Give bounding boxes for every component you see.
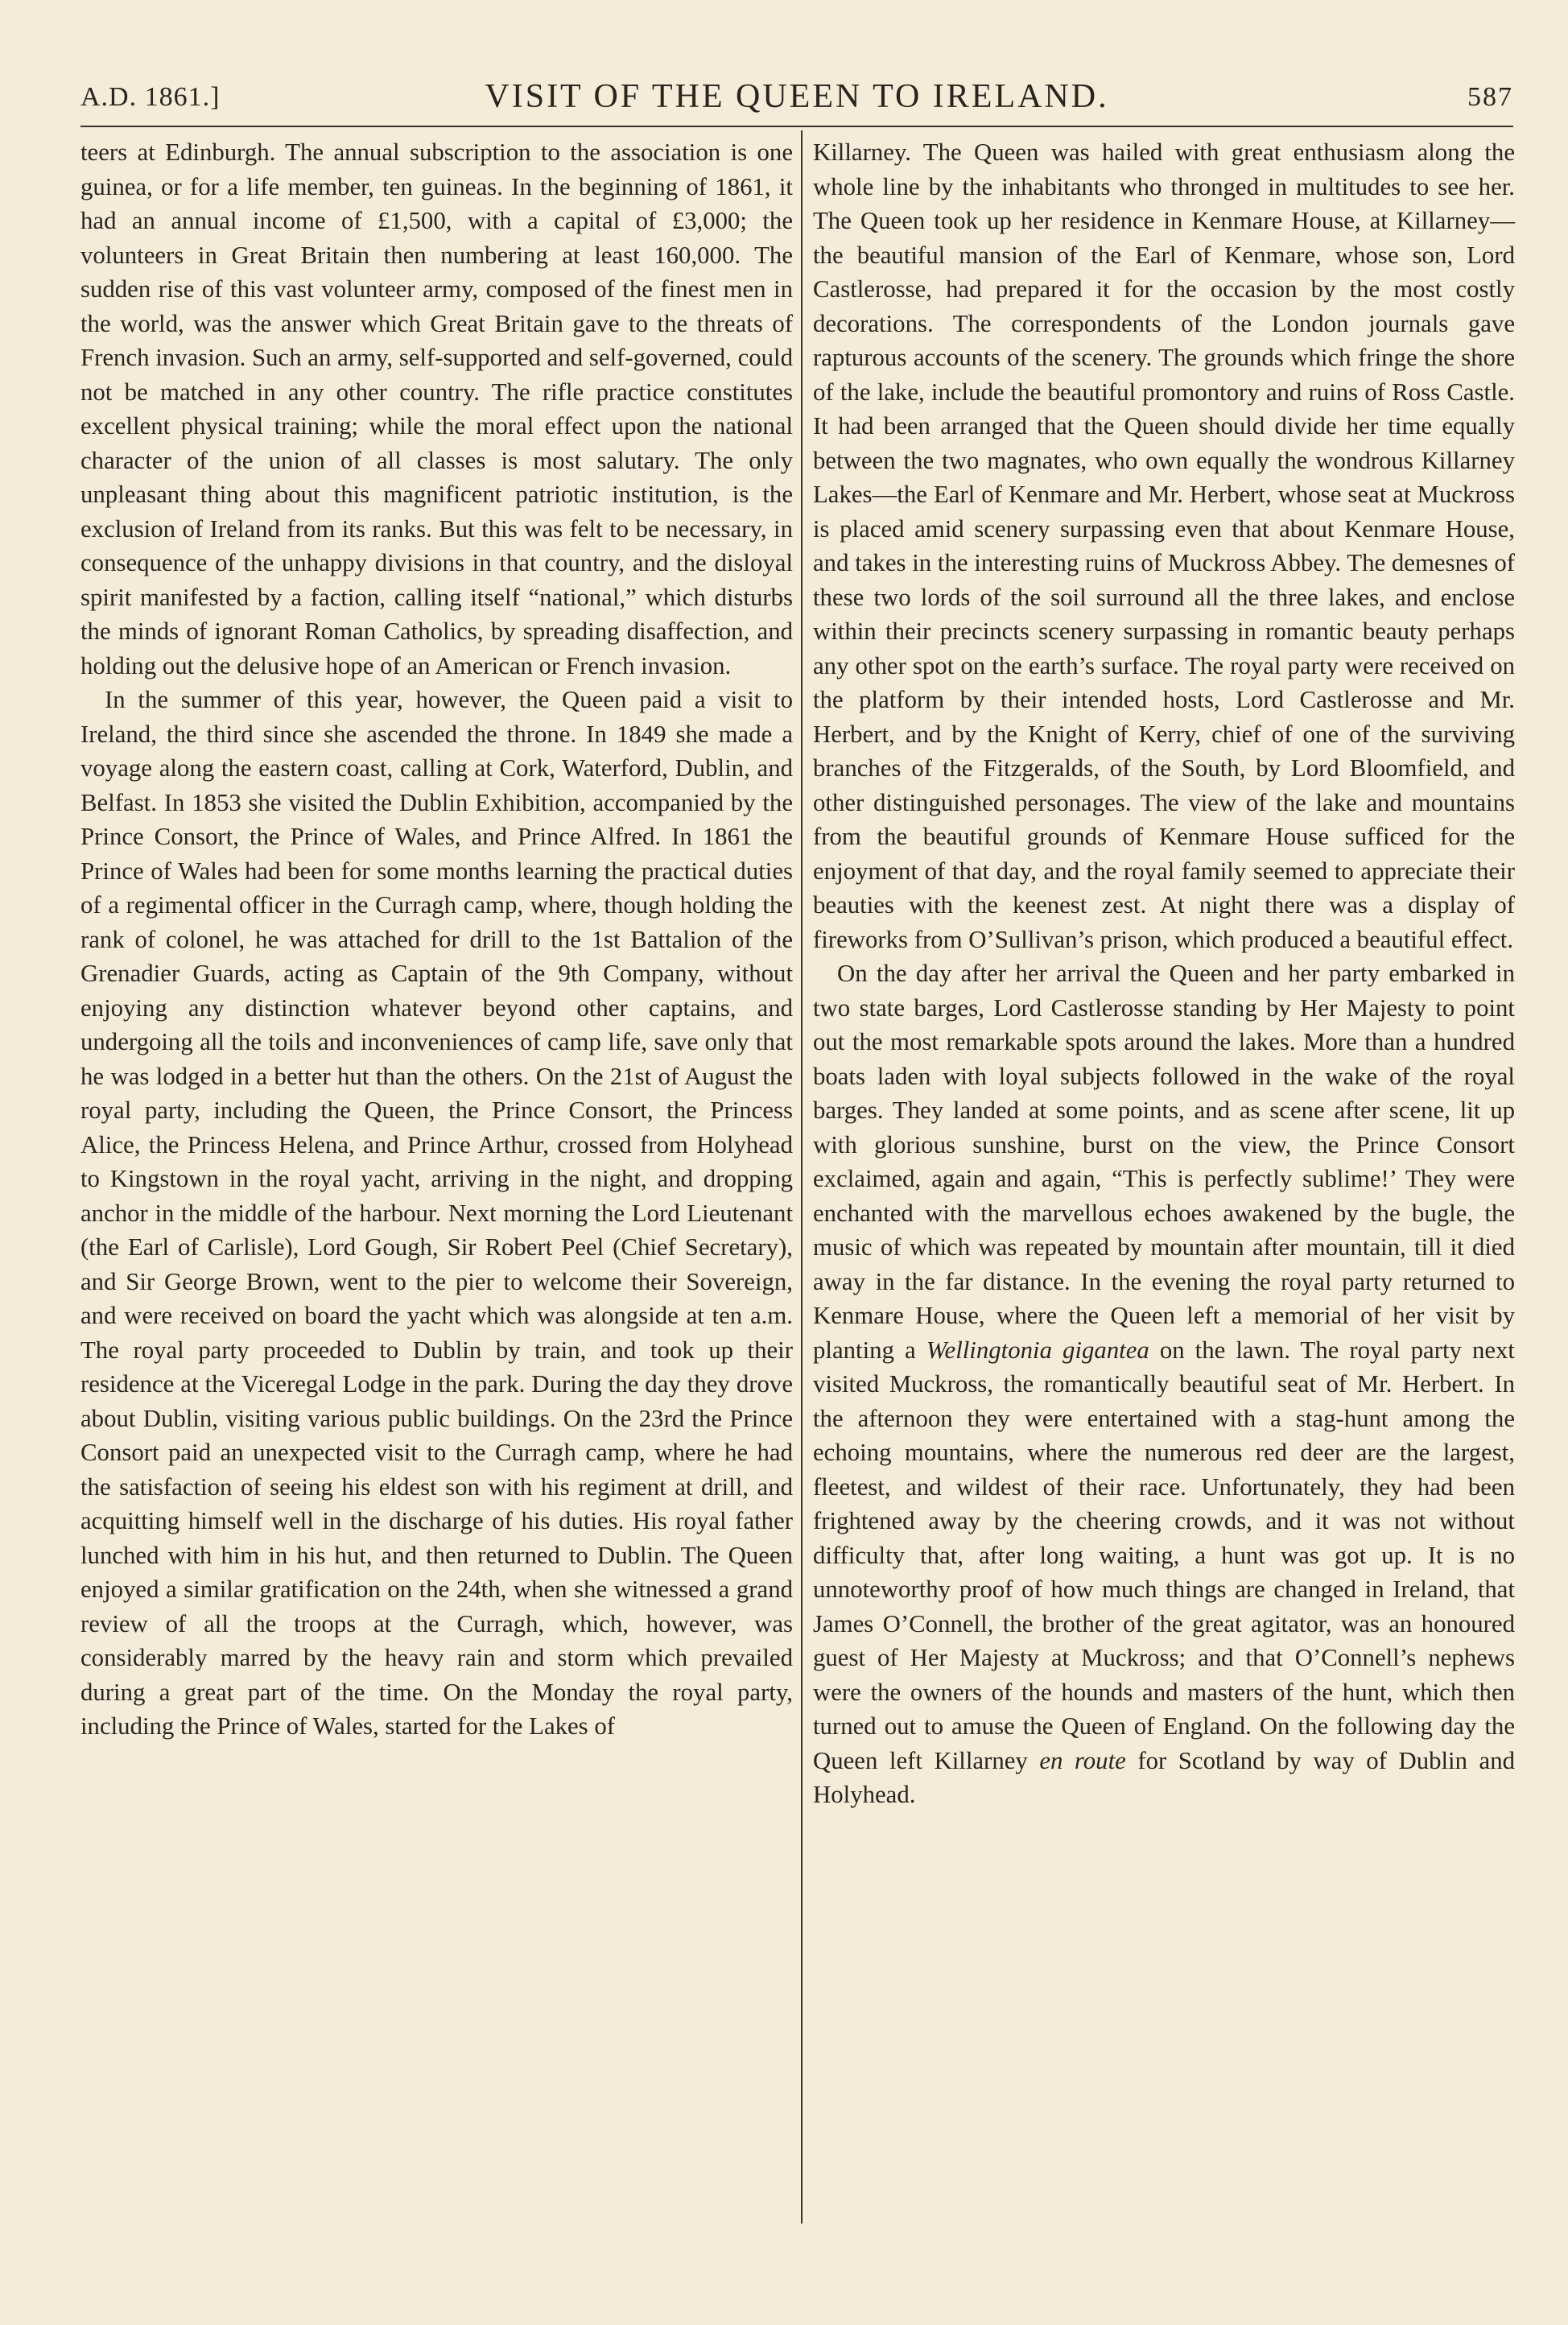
header-title: VISIT OF THE QUEEN TO IRELAND.: [485, 78, 1109, 115]
header-date: A.D. 1861.]: [80, 82, 221, 112]
left-paragraph-1: teers at Edinburgh. The annual subscription to the association is one guinea, or for a life member, ten guineas. In the beginning of 1861, it had an annual income of £1,500, with a capital of £3,000; the volunteers in Great Britain then numbering at least 160,000. The sudden rise of this vast volunteer army, composed of the finest men in the world, was the answer which Great Britain gave to the threats of French invasion. Such an army, self-supported and self-governed, could not be matched in any other country. The rifle practice constitutes excellent physical training; while the moral effect upon the national character of the union of all classes is most salutary. The only unpleasant thing about this magnificent patriotic institution, is the exclusion of Ireland from its ranks. But this was felt to be necessary, in consequence of the unhappy divisions in that country, and the disloyal spirit manifested by a faction, calling itself “national,” which disturbs the minds of ignorant Roman Catholics, by spreading disaffection, and holding out the delusive hope of an American or French invasion.: [80, 138, 793, 679]
page-number: 587: [1467, 82, 1513, 112]
right-column: [813, 135, 1515, 1812]
header-rule: [80, 126, 1513, 127]
column-divider: [801, 130, 803, 2224]
left-column: [80, 135, 793, 1744]
italic-wellingtonia: Wellingtonia gigantea: [926, 1336, 1149, 1364]
right-paragraph-2-part-a: On the day after her arrival the Queen and her party embarked in two state barges, Lord Castlerosse standing by Her Majesty to point out the most remarkable spots around the lakes. More than a hundred boats laden with loyal subjects followed in the wake of the royal barges. They landed at some points, and as scene after scene, lit up with glorious sunshine, burst on the view, the Prince Consort exclaimed, again and again, “This is perfectly sublime!’ They were enchanted with the marvellous echoes awakened by the bugle, the music of which was repeated by mountain after mountain, till it died away in the far distance. In the evening the royal party returned to Kenmare House, where the Queen left a memorial of her visit by planting a: [813, 960, 1515, 1364]
italic-en-route: en route: [1039, 1746, 1126, 1774]
right-paragraph-1: Killarney. The Queen was hailed with great enthusiasm along the whole line by the inhabitants who thronged in multitudes to see her. The Queen took up her residence in Kenmare House, at Killarney—the beautiful mansion of the Earl of Kenmare, whose son, Lord Castlerosse, had prepared it for the occasion by the most costly decorations. The correspondents of the London journals gave rapturous accounts of the scenery. The grounds which fringe the shore of the lake, include the beautiful promontory and ruins of Ross Castle. It had been arranged that the Queen should divide her time equally between the two magnates, who own equally the wondrous Killarney Lakes—the Earl of Kenmare and Mr. Herbert, whose seat at Muckross is placed amid scenery surpassing even that about Kenmare House, and takes in the interesting ruins of Muckross Abbey. The demesnes of these two lords of the soil surround all the three lakes, and enclose within their precincts scenery surpassing in romantic beauty perhaps any other spot on the earth’s surface. The royal party were received on the platform by their intended hosts, Lord Castlerosse and Mr. Herbert, and by the Knight of Kerry, chief of one of the surviving branches of the Fitzgeralds, of the South, by Lord Bloomfield, and other distinguished personages. The view of the lake and mountains from the beautiful grounds of Kenmare House sufficed for the enjoyment of that day, and the royal family seemed to appreciate their beauties with the keenest zest. At night there was a display of fireworks from O’Sullivan’s prison, which produced a beautiful effect.: [813, 138, 1515, 953]
running-header: [80, 77, 1513, 126]
right-paragraph-2: [813, 956, 1515, 1812]
right-paragraph-2-part-b: on the lawn. The royal party next visited Muckross, the romantically beautiful seat of Mr. Herbert. In the afternoon they were entertained with a stag-hunt among the echoing mountains, where the numerous red deer are the largest, fleetest, and wildest of their race. Unfortunately, they had been frightened away by the cheering crowds, and it was not without difficulty that, after long waiting, a hunt was got up. It is no unnoteworthy proof of how much things are changed in Ireland, that James O’Connell, the brother of the great agitator, was an honoured guest of Her Majesty at Muckross; and that O’Connell’s nephews were the owners of the hounds and masters of the hunt, which then turned out to amuse the Queen of England. On the following day the Queen left Killarney: [813, 1336, 1515, 1774]
right-paragraph-2-part-c: for Scotland by way of Dublin and Holyhead.: [813, 1746, 1515, 1808]
left-paragraph-2: In the summer of this year, however, the Queen paid a visit to Ireland, the third since she ascended the throne. In 1849 she made a voyage along the eastern coast, calling at Cork, Waterford, Dublin, and Belfast. In 1853 she visited the Dublin Exhibition, accompanied by the Prince Consort, the Prince of Wales, and Prince Alfred. In 1861 the Prince of Wales had been for some months learning the practical duties of a regimental officer in the Curragh camp, where, though holding the rank of colonel, he was attached for drill to the 1st Battalion of the Grenadier Guards, acting as Captain of the 9th Company, without enjoying any distinction whatever beyond other captains, and undergoing all the toils and inconveniences of camp life, save only that he was lodged in a better hut than the others. On the 21st of August the royal party, including the Queen, the Prince Consort, the Princess Alice, the Princess Helena, and Prince Arthur, crossed from Holyhead to Kingstown in the royal yacht, arriving in the night, and dropping anchor in the middle of the harbour. Next morning the Lord Lieutenant (the Earl of Carlisle), Lord Gough, Sir Robert Peel (Chief Secretary), and Sir George Brown, went to the pier to welcome their Sovereign, and were received on board the yacht which was alongside at ten a.m. The royal party proceeded to Dublin by train, and took up their residence at the Viceregal Lodge in the park. During the day they drove about Dublin, visiting various public buildings. On the 23rd the Prince Consort paid an unexpected visit to the Curragh camp, where he had the satisfaction of seeing his eldest son with his regiment at drill, and acquitting himself well in the discharge of his duties. His royal father lunched with him in his hut, and then returned to Dublin. The Queen enjoyed a similar gratification on the 24th, when she witnessed a grand review of all the troops at the Curragh, which, however, was considerably marred by the heavy rain and storm which prevailed during a great part of the time. On the Monday the royal party, including the Prince of Wales, started for the Lakes of: [80, 686, 793, 1740]
